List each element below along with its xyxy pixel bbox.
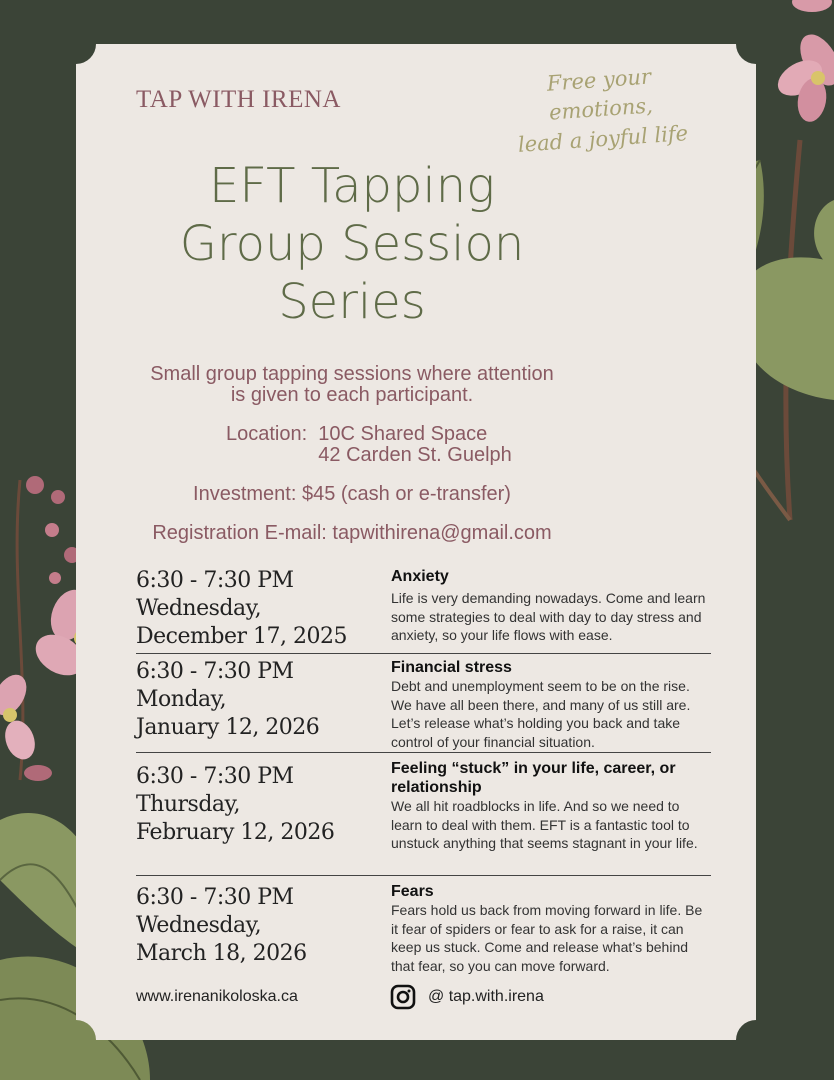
investment-info: Investment: $45 (cash or e-transfer) — [193, 483, 511, 505]
session-text: Debt and unemployment seem to be on the rise. We have all been there, and many of us still are. Let’s release what’s holding you back and take control of your financial situation. — [391, 678, 691, 750]
session-day: Monday, — [136, 687, 227, 712]
session-date: December 17, 2025 — [136, 624, 347, 649]
session-day: Wednesday, — [136, 596, 262, 621]
session-topic: Fears — [391, 883, 434, 900]
session-topic: Anxiety — [391, 568, 449, 585]
tagline-line: lead a joyful life — [517, 120, 689, 157]
session-description — [391, 882, 711, 975]
session-description — [391, 658, 711, 751]
registration-info: Registration E-mail: tapwithirena@gmail.com — [152, 522, 552, 544]
session-text: We all hit roadblocks in life. And so we need to learn to deal with them. EFT is a fantastic tool to unstuck anything that seems stagnant in your life. — [391, 798, 698, 851]
location-line-1: 10C Shared Space — [318, 423, 488, 445]
session-row — [136, 753, 711, 876]
session-when — [136, 884, 307, 968]
title-line: EFT Tapping — [209, 158, 495, 214]
session-when — [136, 658, 319, 742]
instagram-icon — [390, 984, 416, 1010]
brand-name: TAP WITH IRENA — [136, 86, 341, 113]
session-time: 6:30 - 7:30 PM — [136, 885, 294, 910]
session-when — [136, 763, 334, 847]
location-line-2: 42 Carden St. Guelph — [318, 444, 512, 466]
location-info — [226, 424, 512, 466]
session-date: January 12, 2026 — [136, 715, 320, 740]
event-card — [76, 44, 756, 1040]
session-row — [136, 567, 711, 654]
tagline-line: Free your emotions, — [546, 64, 654, 125]
session-topic: Feeling “stuck” in your life, career, or relationship — [391, 760, 676, 796]
page-title — [76, 157, 628, 331]
session-time: 6:30 - 7:30 PM — [136, 568, 294, 593]
session-description — [391, 567, 711, 645]
session-list — [136, 567, 711, 976]
session-day: Wednesday, — [136, 913, 262, 938]
location-label: Location: — [226, 423, 308, 445]
session-time: 6:30 - 7:30 PM — [136, 659, 294, 684]
instagram-handle[interactable] — [390, 984, 544, 1010]
session-time: 6:30 - 7:30 PM — [136, 764, 294, 789]
session-topic: Financial stress — [391, 659, 512, 676]
session-day: Thursday, — [136, 792, 241, 817]
website-link[interactable]: www.irenanikoloska.ca — [136, 988, 298, 1005]
session-date: February 12, 2026 — [136, 820, 335, 845]
session-when — [136, 567, 347, 651]
title-line: Group Session — [179, 216, 525, 272]
session-text: Life is very demanding nowadays. Come and learn some strategies to deal with day to day stress and anxiety, so your life flows with ease. — [391, 590, 706, 643]
flower-top-right-decoration — [772, 0, 834, 124]
intro-line: Small group tapping sessions where attention — [150, 363, 554, 385]
session-row — [136, 876, 711, 976]
title-line: Series — [278, 274, 426, 330]
session-description — [391, 759, 711, 853]
session-date: March 18, 2026 — [136, 941, 307, 966]
session-text: Fears hold us back from moving forward in life. Be it fear of spiders or fear to ask for a raise, it can keep us stuck. Come and release what’s behind that fear, so you can move forward. — [391, 902, 703, 974]
tagline — [493, 59, 709, 162]
session-row — [136, 654, 711, 753]
intro-text — [76, 364, 628, 406]
instagram-text: @ tap.with.irena — [428, 988, 544, 1005]
intro-line: is given to each participant. — [230, 384, 474, 406]
